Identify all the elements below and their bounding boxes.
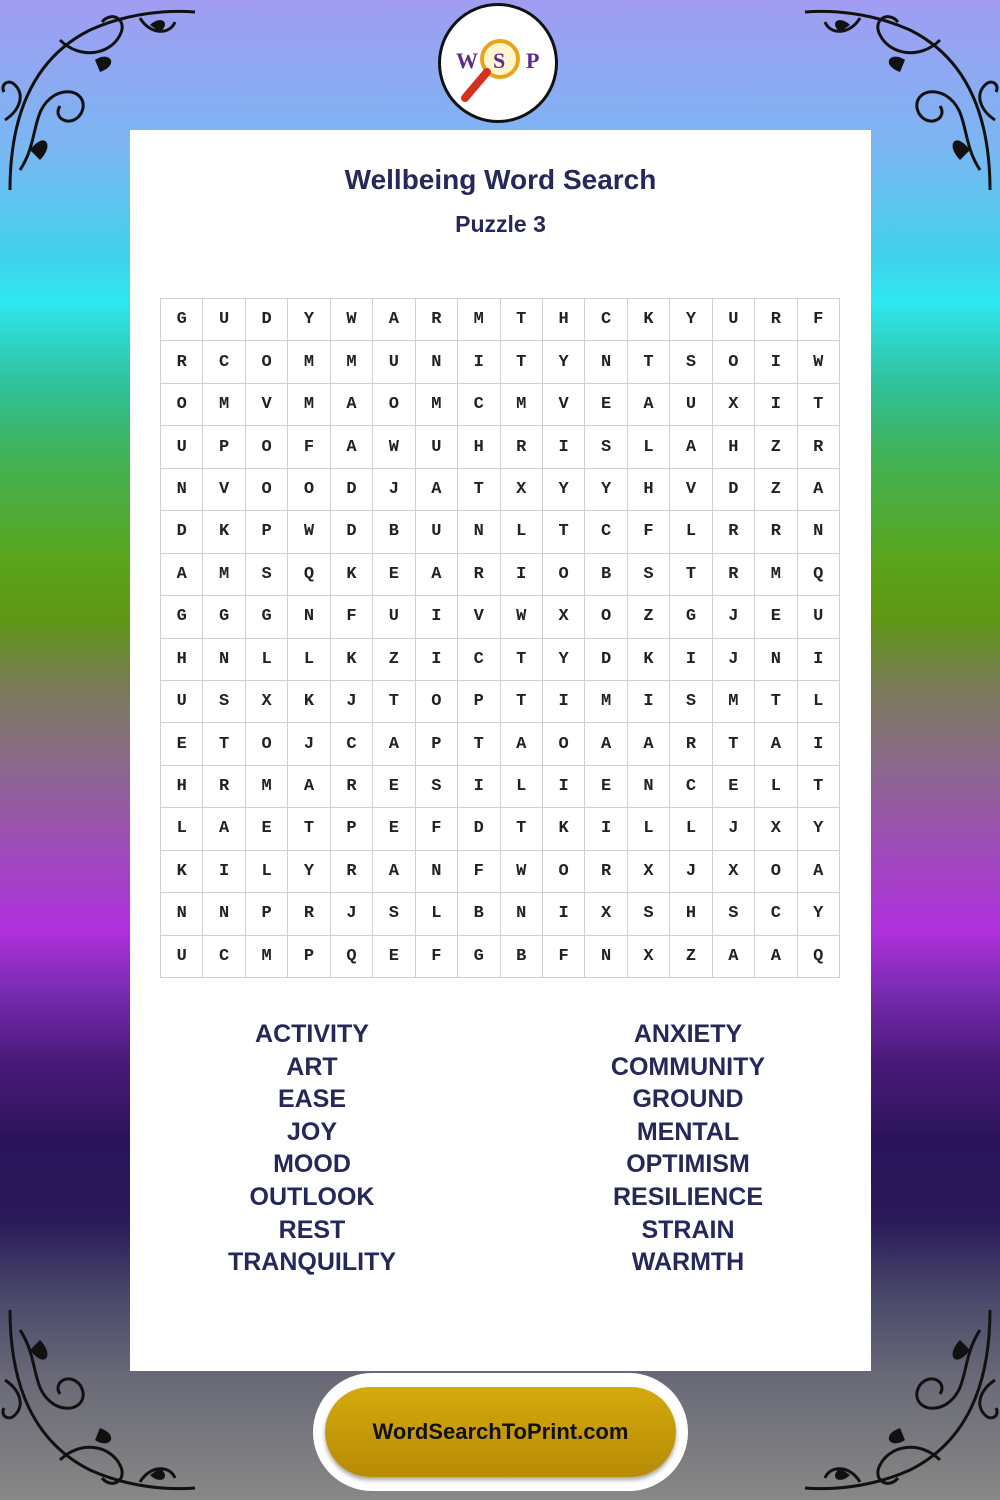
grid-cell[interactable]: H [161, 766, 203, 808]
grid-cell[interactable]: P [203, 426, 245, 468]
grid-cell[interactable]: C [203, 341, 245, 383]
grid-cell[interactable]: M [203, 554, 245, 596]
grid-cell[interactable]: P [288, 936, 330, 978]
grid-cell[interactable]: P [246, 893, 288, 935]
grid-cell[interactable]: M [501, 384, 543, 426]
grid-cell[interactable]: G [203, 596, 245, 638]
grid-cell[interactable]: J [713, 808, 755, 850]
grid-cell[interactable]: S [713, 893, 755, 935]
grid-cell[interactable]: D [713, 469, 755, 511]
grid-cell[interactable]: T [628, 341, 670, 383]
grid-cell[interactable]: U [670, 384, 712, 426]
grid-cell[interactable]: I [543, 426, 585, 468]
grid-cell[interactable]: X [246, 681, 288, 723]
grid-cell[interactable]: J [373, 469, 415, 511]
grid-cell[interactable]: A [373, 851, 415, 893]
grid-cell[interactable]: A [288, 766, 330, 808]
page-title: Wellbeing Word Search [344, 164, 657, 195]
grid-cell[interactable]: X [713, 384, 755, 426]
grid-cell[interactable]: A [161, 554, 203, 596]
grid-cell[interactable]: N [161, 469, 203, 511]
grid-cell[interactable]: K [331, 639, 373, 681]
grid-cell[interactable]: E [161, 723, 203, 765]
grid-cell[interactable]: V [458, 596, 500, 638]
grid-cell[interactable]: O [246, 469, 288, 511]
grid-cell[interactable]: C [670, 766, 712, 808]
grid-cell[interactable]: C [755, 893, 797, 935]
grid-cell[interactable]: W [288, 511, 330, 553]
grid-cell[interactable]: T [458, 469, 500, 511]
grid-cell[interactable]: S [670, 341, 712, 383]
grid-cell[interactable]: W [331, 299, 373, 341]
grid-cell[interactable]: R [458, 554, 500, 596]
grid-cell[interactable]: V [543, 384, 585, 426]
grid-cell[interactable]: L [246, 639, 288, 681]
grid-cell[interactable]: H [458, 426, 500, 468]
grid-cell[interactable]: I [458, 766, 500, 808]
grid-cell[interactable]: N [203, 893, 245, 935]
grid-cell[interactable]: H [713, 426, 755, 468]
grid-cell[interactable]: A [798, 469, 840, 511]
grid-cell[interactable]: N [798, 511, 840, 553]
grid-cell[interactable]: J [713, 639, 755, 681]
grid-cell[interactable]: R [755, 511, 797, 553]
grid-cell[interactable]: V [246, 384, 288, 426]
grid-cell[interactable]: S [416, 766, 458, 808]
grid-cell[interactable]: J [288, 723, 330, 765]
grid-cell[interactable]: I [458, 341, 500, 383]
grid-cell[interactable]: A [373, 299, 415, 341]
grid-cell[interactable]: O [755, 851, 797, 893]
grid-cell[interactable]: T [501, 681, 543, 723]
grid-cell[interactable]: L [755, 766, 797, 808]
grid-cell[interactable]: M [288, 384, 330, 426]
grid-cell[interactable]: N [288, 596, 330, 638]
grid-cell[interactable]: K [203, 511, 245, 553]
grid-cell[interactable]: B [585, 554, 627, 596]
grid-cell[interactable]: I [203, 851, 245, 893]
grid-cell[interactable]: U [373, 596, 415, 638]
grid-cell[interactable]: I [543, 681, 585, 723]
grid-cell[interactable]: A [670, 426, 712, 468]
site-link[interactable]: WordSearchToPrint.com [325, 1387, 676, 1477]
grid-cell[interactable]: S [203, 681, 245, 723]
grid-cell[interactable]: X [628, 936, 670, 978]
grid-cell[interactable]: N [585, 936, 627, 978]
grid-cell[interactable]: Y [798, 893, 840, 935]
word-item: OPTIMISM [626, 1150, 750, 1179]
grid-cell[interactable]: T [755, 681, 797, 723]
grid-cell[interactable]: N [628, 766, 670, 808]
grid-cell[interactable]: N [501, 893, 543, 935]
grid-cell[interactable]: N [585, 341, 627, 383]
grid-cell[interactable]: L [628, 426, 670, 468]
grid-cell[interactable]: Z [373, 639, 415, 681]
grid-cell[interactable]: I [670, 639, 712, 681]
grid-cell[interactable]: A [203, 808, 245, 850]
grid-cell[interactable]: I [416, 596, 458, 638]
grid-cell[interactable]: P [246, 511, 288, 553]
grid-cell[interactable]: N [161, 893, 203, 935]
grid-cell[interactable]: R [416, 299, 458, 341]
grid-cell[interactable]: N [203, 639, 245, 681]
word-item: EASE [277, 1085, 347, 1114]
grid-cell[interactable]: A [416, 469, 458, 511]
word-item: TRANQUILITY [227, 1248, 397, 1277]
grid-cell[interactable]: Y [543, 639, 585, 681]
grid-cell[interactable]: I [543, 766, 585, 808]
grid-cell[interactable]: B [501, 936, 543, 978]
grid-cell[interactable]: Q [798, 936, 840, 978]
grid-cell[interactable]: R [713, 511, 755, 553]
grid-cell[interactable]: B [373, 511, 415, 553]
grid-cell[interactable]: T [713, 723, 755, 765]
grid-cell[interactable]: F [331, 596, 373, 638]
word-list-right [508, 1018, 868, 1279]
grid-cell[interactable]: L [288, 639, 330, 681]
grid-cell[interactable]: T [501, 808, 543, 850]
grid-cell[interactable]: Y [670, 299, 712, 341]
grid-cell[interactable]: C [585, 511, 627, 553]
word-list-left [132, 1018, 492, 1279]
grid-cell[interactable]: C [203, 936, 245, 978]
grid-cell[interactable]: K [161, 851, 203, 893]
grid-cell[interactable]: G [670, 596, 712, 638]
word-item: ANXIETY [633, 1020, 743, 1048]
grid-cell[interactable]: K [628, 639, 670, 681]
grid-cell[interactable]: U [416, 511, 458, 553]
grid-cell[interactable]: L [670, 808, 712, 850]
grid-cell[interactable]: D [246, 299, 288, 341]
grid-cell[interactable]: U [161, 936, 203, 978]
grid-cell[interactable]: F [543, 936, 585, 978]
grid-cell[interactable]: O [543, 851, 585, 893]
grid-cell[interactable]: T [373, 681, 415, 723]
logo-letter-p: P [526, 48, 540, 73]
word-item: COMMUNITY [610, 1052, 766, 1081]
word-item: JOY [286, 1117, 338, 1146]
grid-cell[interactable]: N [458, 511, 500, 553]
grid-cell[interactable]: M [203, 384, 245, 426]
grid-cell[interactable]: L [501, 766, 543, 808]
grid-cell[interactable]: M [713, 681, 755, 723]
grid-cell[interactable]: E [246, 808, 288, 850]
grid-cell[interactable]: I [501, 554, 543, 596]
grid-cell[interactable]: M [246, 936, 288, 978]
grid-cell[interactable]: I [755, 341, 797, 383]
grid-cell[interactable]: U [203, 299, 245, 341]
grid-cell[interactable]: M [755, 554, 797, 596]
grid-cell[interactable]: A [585, 723, 627, 765]
grid-cell[interactable]: D [331, 469, 373, 511]
grid-cell[interactable]: E [755, 596, 797, 638]
grid-cell[interactable]: W [798, 341, 840, 383]
grid-cell[interactable]: U [713, 299, 755, 341]
grid-cell[interactable]: I [798, 639, 840, 681]
grid-cell[interactable]: S [628, 554, 670, 596]
grid-cell[interactable]: I [585, 808, 627, 850]
grid-cell[interactable]: I [798, 723, 840, 765]
grid-cell[interactable]: S [585, 426, 627, 468]
grid-cell[interactable]: M [288, 341, 330, 383]
grid-cell[interactable]: G [161, 299, 203, 341]
grid-cell[interactable]: S [246, 554, 288, 596]
grid-cell[interactable]: T [798, 384, 840, 426]
grid-cell[interactable]: R [670, 723, 712, 765]
grid-cell[interactable]: Q [798, 554, 840, 596]
grid-cell[interactable]: V [203, 469, 245, 511]
grid-cell[interactable]: L [798, 681, 840, 723]
grid-cell[interactable]: E [373, 554, 415, 596]
grid-cell[interactable]: T [288, 808, 330, 850]
grid-cell[interactable]: U [798, 596, 840, 638]
grid-cell[interactable]: I [755, 384, 797, 426]
grid-cell[interactable]: R [161, 341, 203, 383]
grid-cell[interactable]: R [203, 766, 245, 808]
grid-cell[interactable]: D [331, 511, 373, 553]
grid-cell[interactable]: R [288, 893, 330, 935]
grid-cell[interactable]: T [458, 723, 500, 765]
grid-cell[interactable]: X [755, 808, 797, 850]
grid-cell[interactable]: R [501, 426, 543, 468]
grid-cell[interactable]: D [585, 639, 627, 681]
grid-cell[interactable]: R [755, 299, 797, 341]
grid-cell[interactable]: C [585, 299, 627, 341]
grid-cell[interactable]: F [458, 851, 500, 893]
grid-cell[interactable]: Z [755, 469, 797, 511]
wsp-logo [438, 3, 558, 123]
word-item: REST [278, 1215, 346, 1244]
grid-cell[interactable]: O [246, 426, 288, 468]
grid-cell[interactable]: H [628, 469, 670, 511]
grid-cell[interactable]: Z [755, 426, 797, 468]
grid-cell[interactable]: X [543, 596, 585, 638]
grid-cell[interactable]: E [585, 766, 627, 808]
grid-cell[interactable]: Y [543, 341, 585, 383]
grid-cell[interactable]: Q [331, 936, 373, 978]
footer-banner [313, 1373, 688, 1491]
grid-cell[interactable]: X [628, 851, 670, 893]
grid-cell[interactable]: T [543, 511, 585, 553]
grid-cell[interactable]: E [373, 936, 415, 978]
grid-cell[interactable]: J [331, 893, 373, 935]
grid-cell[interactable]: O [246, 723, 288, 765]
grid-cell[interactable]: T [501, 299, 543, 341]
grid-cell[interactable]: O [713, 341, 755, 383]
grid-cell[interactable]: M [246, 766, 288, 808]
grid-cell[interactable]: I [628, 681, 670, 723]
grid-cell[interactable]: N [416, 851, 458, 893]
grid-cell[interactable]: O [161, 384, 203, 426]
grid-cell[interactable]: P [331, 808, 373, 850]
grid-cell[interactable]: E [373, 808, 415, 850]
word-item: ACTIVITY [255, 1020, 369, 1048]
grid-cell[interactable]: W [373, 426, 415, 468]
grid-cell[interactable]: A [331, 426, 373, 468]
grid-cell[interactable]: G [161, 596, 203, 638]
grid-cell[interactable]: U [416, 426, 458, 468]
grid-cell[interactable]: O [543, 554, 585, 596]
grid-cell[interactable]: R [585, 851, 627, 893]
grid-cell[interactable]: O [288, 469, 330, 511]
grid-cell[interactable]: O [585, 596, 627, 638]
grid-cell[interactable]: A [798, 851, 840, 893]
grid-cell[interactable]: S [670, 681, 712, 723]
grid-cell[interactable]: Z [670, 936, 712, 978]
grid-cell[interactable]: M [458, 299, 500, 341]
grid-cell[interactable]: R [798, 426, 840, 468]
grid-cell[interactable]: Z [628, 596, 670, 638]
puzzle-card [130, 130, 871, 1371]
magnifying-glass-icon [441, 6, 555, 120]
grid-cell[interactable]: K [288, 681, 330, 723]
grid-cell[interactable]: K [628, 299, 670, 341]
grid-cell[interactable]: X [501, 469, 543, 511]
grid-cell[interactable]: X [585, 893, 627, 935]
grid-cell[interactable]: M [585, 681, 627, 723]
grid-cell[interactable]: E [373, 766, 415, 808]
grid-cell[interactable]: U [161, 681, 203, 723]
grid-cell[interactable]: I [543, 893, 585, 935]
grid-cell[interactable]: E [585, 384, 627, 426]
grid-cell[interactable]: N [416, 341, 458, 383]
grid-cell[interactable]: C [331, 723, 373, 765]
grid-cell[interactable]: Y [288, 299, 330, 341]
grid-cell[interactable]: L [501, 511, 543, 553]
grid-cell[interactable]: Y [543, 469, 585, 511]
grid-cell[interactable]: G [246, 596, 288, 638]
grid-cell[interactable]: F [628, 511, 670, 553]
grid-cell[interactable]: C [458, 384, 500, 426]
grid-cell[interactable]: K [331, 554, 373, 596]
grid-cell[interactable]: C [458, 639, 500, 681]
grid-cell[interactable]: R [713, 554, 755, 596]
grid-cell[interactable]: N [755, 639, 797, 681]
grid-cell[interactable]: H [670, 893, 712, 935]
grid-cell[interactable]: S [628, 893, 670, 935]
grid-cell[interactable]: X [713, 851, 755, 893]
grid-cell[interactable]: D [161, 511, 203, 553]
grid-cell[interactable]: Y [585, 469, 627, 511]
grid-cell[interactable]: Y [798, 808, 840, 850]
grid-cell[interactable]: A [713, 936, 755, 978]
grid-cell[interactable]: A [755, 723, 797, 765]
word-item: ART [286, 1052, 338, 1081]
grid-cell[interactable]: U [373, 341, 415, 383]
word-item: WARMTH [631, 1248, 745, 1277]
grid-cell[interactable]: D [458, 808, 500, 850]
grid-cell[interactable]: J [331, 681, 373, 723]
grid-cell[interactable]: Y [288, 851, 330, 893]
grid-cell[interactable]: T [798, 766, 840, 808]
grid-cell[interactable]: A [628, 384, 670, 426]
grid-cell[interactable]: O [246, 341, 288, 383]
grid-cell[interactable]: O [416, 681, 458, 723]
grid-cell[interactable]: W [501, 596, 543, 638]
grid-cell[interactable]: U [161, 426, 203, 468]
grid-cell[interactable]: B [458, 893, 500, 935]
grid-cell[interactable]: J [713, 596, 755, 638]
grid-cell[interactable]: L [246, 851, 288, 893]
grid-cell[interactable]: Q [288, 554, 330, 596]
puzzle-subtitle: Puzzle 3 [455, 211, 546, 237]
grid-cell[interactable]: L [416, 893, 458, 935]
grid-cell[interactable]: L [670, 511, 712, 553]
grid-cell[interactable]: F [798, 299, 840, 341]
letter-grid [160, 298, 840, 978]
grid-cell[interactable]: R [331, 851, 373, 893]
grid-cell[interactable]: F [416, 808, 458, 850]
grid-cell[interactable]: P [416, 723, 458, 765]
grid-cell[interactable]: R [331, 766, 373, 808]
grid-cell[interactable]: T [501, 341, 543, 383]
grid-cell[interactable]: A [331, 384, 373, 426]
grid-cell[interactable]: F [416, 936, 458, 978]
word-item: GROUND [632, 1085, 744, 1114]
grid-cell[interactable]: G [458, 936, 500, 978]
grid-cell[interactable]: S [373, 893, 415, 935]
grid-cell[interactable]: H [543, 299, 585, 341]
grid-cell[interactable]: O [543, 723, 585, 765]
grid-cell[interactable]: W [501, 851, 543, 893]
word-item: MENTAL [636, 1117, 740, 1146]
grid-cell[interactable]: A [416, 554, 458, 596]
grid-cell[interactable]: O [373, 384, 415, 426]
word-item: MOOD [273, 1150, 351, 1179]
grid-cell[interactable]: J [670, 851, 712, 893]
grid-cell[interactable]: A [501, 723, 543, 765]
grid-cell[interactable]: M [416, 384, 458, 426]
grid-cell[interactable]: V [670, 469, 712, 511]
logo-letter-w: W [456, 48, 478, 73]
grid-cell[interactable]: K [543, 808, 585, 850]
grid-cell[interactable]: L [628, 808, 670, 850]
grid-cell[interactable]: T [501, 639, 543, 681]
grid-cell[interactable]: T [670, 554, 712, 596]
word-item: STRAIN [641, 1215, 735, 1244]
grid-cell[interactable]: H [161, 639, 203, 681]
grid-cell[interactable]: I [416, 639, 458, 681]
grid-cell[interactable]: E [713, 766, 755, 808]
grid-cell[interactable]: T [203, 723, 245, 765]
grid-cell[interactable]: F [288, 426, 330, 468]
grid-cell[interactable]: A [755, 936, 797, 978]
logo-letter-s: S [493, 48, 506, 73]
grid-cell[interactable]: P [458, 681, 500, 723]
grid-cell[interactable]: L [161, 808, 203, 850]
word-item: RESILIENCE [612, 1182, 764, 1211]
word-item: OUTLOOK [249, 1182, 375, 1211]
grid-cell[interactable]: M [331, 341, 373, 383]
grid-cell[interactable]: A [628, 723, 670, 765]
grid-cell[interactable]: A [373, 723, 415, 765]
